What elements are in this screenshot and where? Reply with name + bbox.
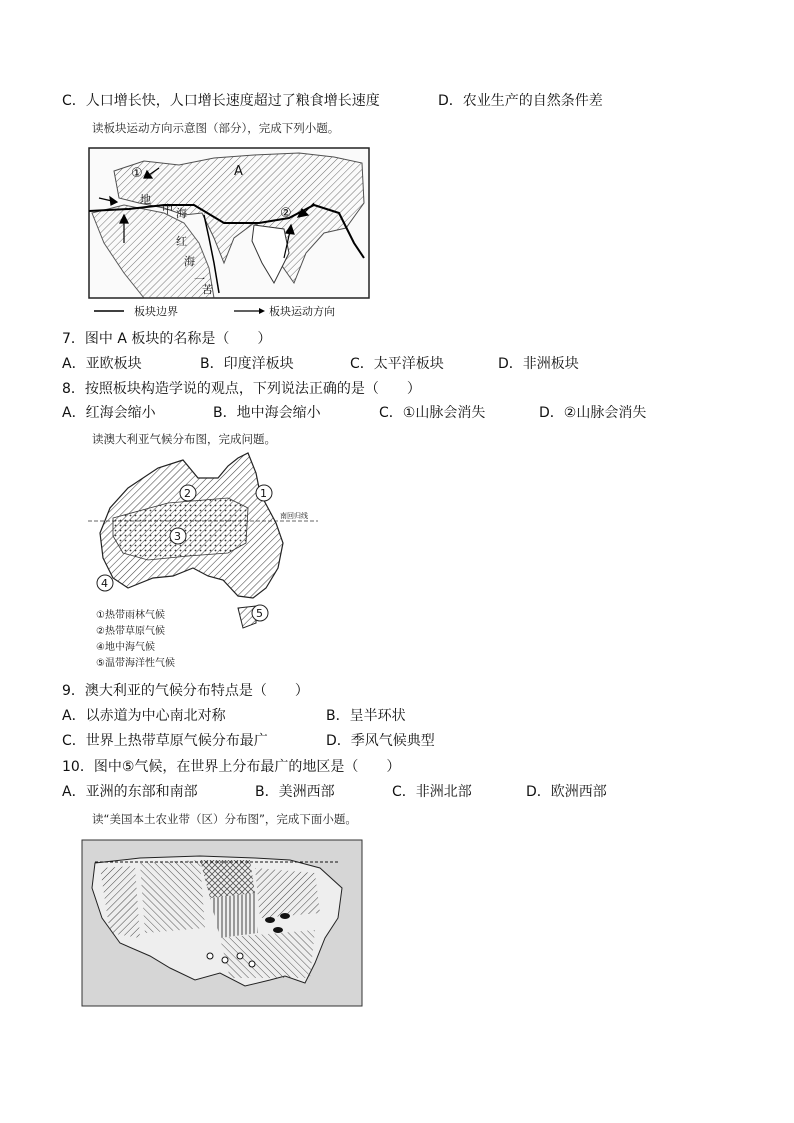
legend-motion-label: 板块运动方向 [269, 305, 335, 318]
label-plate-a: A [234, 164, 243, 179]
q6-option-d: D．农业生产的自然条件差 [438, 93, 603, 109]
plate-motion-map [84, 143, 374, 323]
q7-stem: 7．图中 A 板块的名称是（ ） [62, 331, 272, 347]
legend-boundary-label: 板块边界 [134, 305, 178, 318]
q9-option-d: D．季风气候典型 [326, 733, 435, 749]
label-red-sea-4: 苦 [202, 283, 213, 296]
marker-circle [249, 961, 255, 967]
label-red-sea-3: 一 [194, 273, 205, 286]
legend-item-4: ⑤温带海洋性气候 [96, 658, 175, 669]
q8-option-c: C．①山脉会消失 [379, 405, 486, 421]
q7-option-d: D．非洲板块 [498, 356, 579, 372]
q9-option-a: A．以赤道为中心南北对称 [62, 708, 226, 724]
tropic-label: 南回归线 [280, 512, 308, 520]
q8-stem: 8．按照板块构造学说的观点，下列说法正确的是（ ） [62, 381, 421, 397]
q8-option-a: A．红海会缩小 [62, 405, 156, 421]
legend-motion-arrowhead [259, 308, 265, 314]
q6-option-c: C．人口增长快，人口增长速度超过了粮食增长速度 [62, 93, 380, 109]
q10-stem: 10．图中⑤气候，在世界上分布最广的地区是（ ） [62, 759, 401, 775]
q8-option-b: B．地中海会缩小 [213, 405, 321, 421]
label-mediterranean-1: 地 [140, 193, 151, 206]
q7-option-a: A．亚欧板块 [62, 356, 142, 372]
legend-item-3: ④地中海气候 [96, 642, 155, 653]
q9-stem: 9．澳大利亚的气候分布特点是（ ） [62, 683, 309, 699]
zone-2-number: 2 [184, 487, 191, 500]
marker-oval [273, 927, 283, 933]
south-region [220, 930, 315, 978]
zone-4-number: 4 [101, 577, 108, 590]
us-agriculture-map [80, 838, 364, 1008]
legend-item-2: ②热带草原气候 [96, 626, 165, 637]
intro-us-agriculture-map: 读“美国本土农业带（区）分布图”，完成下面小题。 [92, 812, 357, 826]
q10-option-c: C．非洲北部 [392, 784, 472, 800]
mountain-region [140, 860, 205, 933]
q10-option-b: B．美洲西部 [255, 784, 335, 800]
zone-5-number: 5 [256, 607, 263, 620]
label-mediterranean-2: 中 [162, 203, 173, 216]
legend-item-1: ①热带雨林气候 [96, 610, 165, 621]
q9-option-c: C．世界上热带草原气候分布最广 [62, 733, 268, 749]
zone-1-number: 1 [260, 487, 267, 500]
zone-3-number: 3 [174, 530, 181, 543]
australia-climate-map [88, 448, 328, 676]
marker-oval [280, 913, 290, 919]
label-mountain-2: ② [280, 206, 292, 221]
q10-option-d: D．欧洲西部 [526, 784, 607, 800]
intro-plate-map: 读板块运动方向示意图（部分），完成下列小题。 [92, 121, 340, 135]
northeast-region [255, 868, 320, 918]
label-red-sea-2: 海 [184, 255, 195, 268]
marker-circle [222, 957, 228, 963]
intro-australia-map: 读澳大利亚气候分布图，完成问题。 [92, 432, 276, 446]
q7-option-c: C．太平洋板块 [350, 356, 444, 372]
label-mountain-1: ① [131, 166, 143, 181]
q8-option-d: D．②山脉会消失 [539, 405, 647, 421]
marker-oval [265, 917, 275, 923]
marker-circle [207, 953, 213, 959]
marker-circle [237, 953, 243, 959]
q9-option-b: B．呈半环状 [326, 708, 406, 724]
q10-option-a: A．亚洲的东部和南部 [62, 784, 198, 800]
label-red-sea-1: 红 [176, 235, 187, 248]
label-mediterranean-3: 海 [176, 207, 187, 220]
q7-option-b: B．印度洋板块 [200, 356, 294, 372]
